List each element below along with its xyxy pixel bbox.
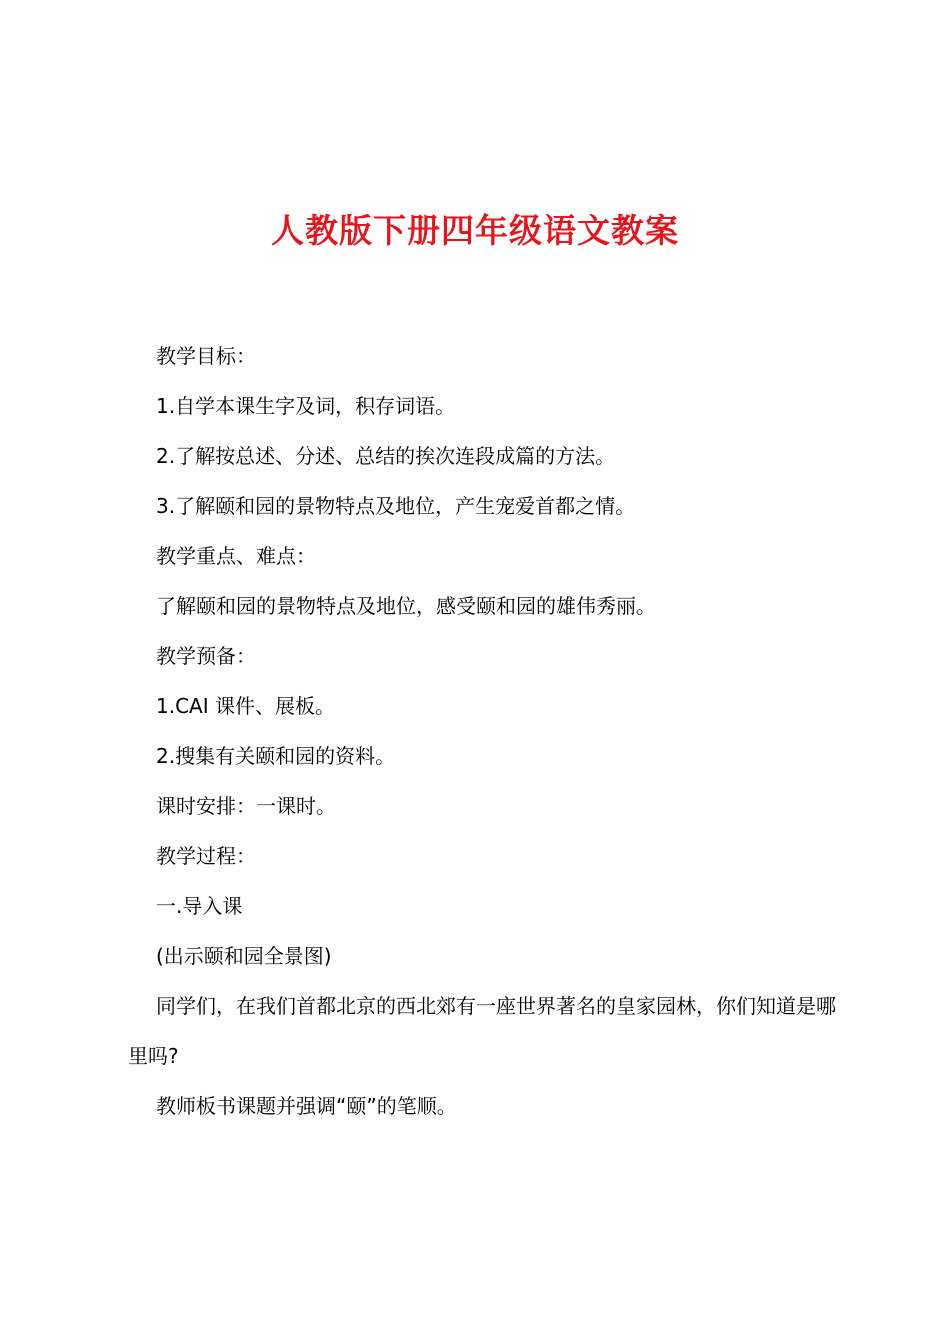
process-note: (出示颐和园全景图) <box>156 944 332 968</box>
section-heading-preparation: 教学预备： <box>156 644 256 668</box>
section-heading-process: 教学过程： <box>156 844 256 868</box>
process-paragraph: 同学们，在我们首都北京的西北郊有一座世界著名的皇家园林，你们知道是哪里吗? <box>128 994 836 1068</box>
section-heading-objectives: 教学目标： <box>156 344 256 368</box>
process-step-heading: 一.导入课 <box>156 894 243 918</box>
preparation-item: 1.CAI 课件、展板。 <box>156 694 335 718</box>
document-title: 人教版下册四年级语文教案 <box>271 211 679 250</box>
preparation-item: 2.搜集有关颐和园的资料。 <box>156 744 396 768</box>
objective-item: 2.了解按总述、分述、总结的挨次连段成篇的方法。 <box>156 444 616 468</box>
process-paragraph: 教师板书课题并强调“颐”的笔顺。 <box>156 1094 457 1118</box>
key-points-text: 了解颐和园的景物特点及地位，感受颐和园的雄伟秀丽。 <box>156 594 656 618</box>
objective-item: 3.了解颐和园的景物特点及地位，产生宠爱首都之情。 <box>156 494 636 518</box>
schedule-text: 课时安排：一课时。 <box>156 794 336 818</box>
document-body <box>128 331 838 1131</box>
section-heading-key-points: 教学重点、难点： <box>156 544 316 568</box>
objective-item: 1.自学本课生字及词，积存词语。 <box>156 394 456 418</box>
